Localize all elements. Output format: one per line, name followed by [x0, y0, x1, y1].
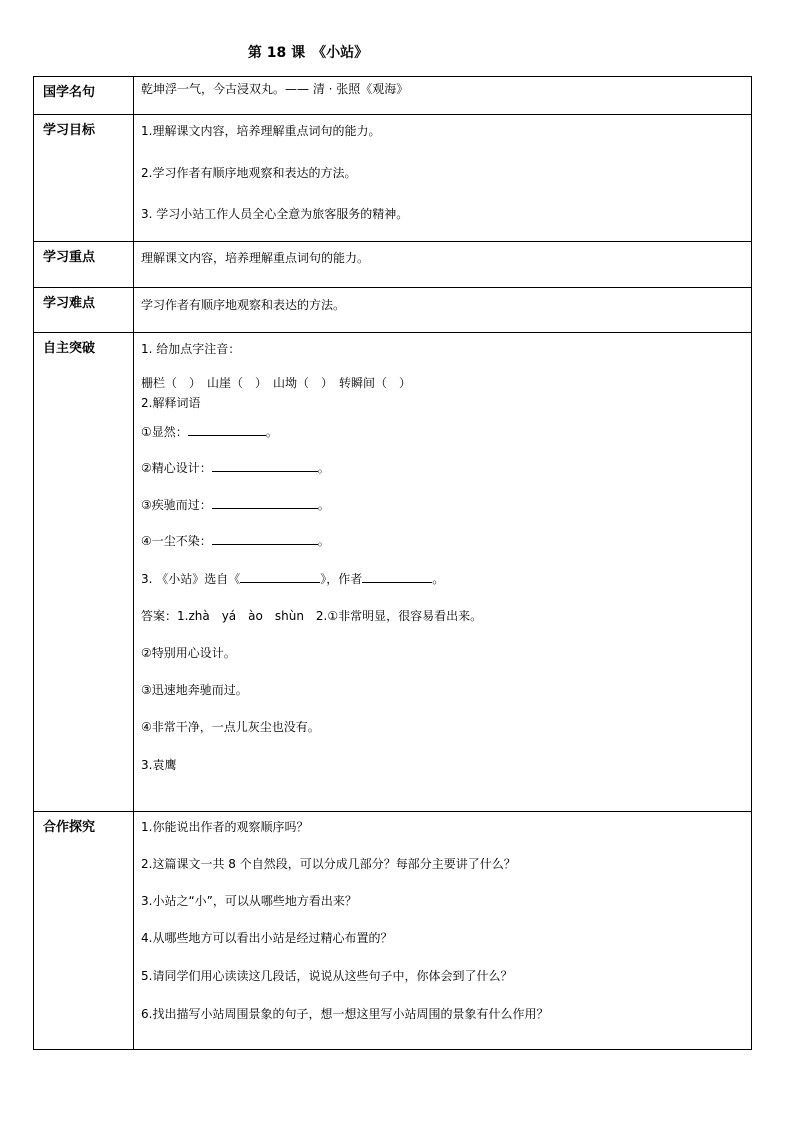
answer-item: ④非常干净，一点儿灰尘也没有。 [141, 720, 320, 734]
term-item [141, 496, 751, 512]
content-guoxue [134, 77, 752, 115]
row-zhongdian [34, 242, 752, 288]
explore-item: 2.这篇课文一共 8 个自然段，可以分成几部分？每部分主要讲了什么？ [141, 857, 516, 871]
content-nandian [134, 288, 752, 333]
answer-blank[interactable] [212, 459, 318, 472]
question-1: 1. 给加点字注音： [141, 342, 241, 356]
question-2: 2.解释词语 [141, 396, 201, 410]
term-end: 。 [265, 425, 278, 439]
explore-item: 4.从哪些地方可以看出小站是经过精心布置的？ [141, 931, 393, 945]
answer-item: ③迅速地奔驰而过。 [141, 683, 248, 697]
label-nandian: 学习难点 [34, 288, 134, 333]
q3-part: 3. 《小站》选自《 [141, 572, 241, 586]
term-item [141, 423, 751, 439]
answer-blank[interactable] [240, 570, 320, 583]
row-mubiao [34, 115, 752, 242]
guoxue-text: 乾坤浮一气，今古浸双丸。—— 清 · 张照《观海》 [141, 82, 409, 96]
answer-blank[interactable] [362, 570, 432, 583]
answer-blank[interactable] [188, 423, 266, 436]
page-title: 第 18 课 《小站》 [247, 45, 369, 61]
row-nandian [34, 288, 752, 333]
content-zizhu [134, 333, 752, 812]
explore-item: 5.请同学们用心读读这几段话，说说从这些句子中，你体会到了什么？ [141, 969, 513, 983]
zhongdian-text: 理解课文内容，培养理解重点词句的能力。 [141, 251, 370, 265]
term-item [141, 459, 751, 475]
term-end: 。 [317, 498, 330, 512]
content-mubiao [134, 115, 752, 242]
lesson-plan-table [33, 76, 752, 1050]
pinyin-words: 栅栏（ ） 山崖（ ） 山坳（ ） 转瞬间（ ） [141, 376, 412, 390]
term-label: ①显然： [141, 425, 188, 439]
explore-item: 1.你能说出作者的观察顺序吗？ [141, 820, 309, 834]
answer-item: 3.袁鹰 [141, 758, 177, 772]
goal-item: 2.学习作者有顺序地观察和表达的方法。 [141, 166, 357, 180]
goal-item: 1.理解课文内容，培养理解重点词句的能力。 [141, 124, 381, 138]
content-zhongdian [134, 242, 752, 288]
nandian-text: 学习作者有顺序地观察和表达的方法。 [141, 298, 346, 312]
label-mubiao: 学习目标 [34, 115, 134, 242]
answer-item: ②特别用心设计。 [141, 646, 236, 660]
row-zizhu [34, 333, 752, 812]
label-zizhu: 自主突破 [34, 333, 134, 812]
term-end: 。 [317, 461, 330, 475]
goal-item: 3. 学习小站工作人员全心全意为旅客服务的精神。 [141, 207, 409, 221]
label-hezuo: 合作探究 [34, 812, 134, 1050]
label-guoxue: 国学名句 [34, 77, 134, 115]
term-label: ③疾驰而过： [141, 498, 212, 512]
row-guoxue [34, 77, 752, 115]
explore-item: 3.小站之“小”，可以从哪些地方看出来？ [141, 894, 357, 908]
term-label: ②精心设计： [141, 461, 212, 475]
label-zhongdian: 学习重点 [34, 242, 134, 288]
row-hezuo [34, 812, 752, 1050]
answer-head: 答案：1.zhà yá ào shùn 2.①非常明显，很容易看出来。 [141, 609, 483, 623]
term-item [141, 532, 751, 548]
q3-part: 。 [432, 572, 445, 586]
explore-item: 6.找出描写小站周围景象的句子，想一想这里写小站周围的景象有什么作用？ [141, 1007, 549, 1021]
q3-part: 》，作者 [320, 572, 363, 586]
term-label: ④一尘不染： [141, 534, 212, 548]
answer-blank[interactable] [212, 532, 318, 545]
question-3 [141, 570, 751, 586]
content-hezuo [134, 812, 752, 1050]
term-end: 。 [317, 534, 330, 548]
answer-blank[interactable] [212, 496, 318, 509]
